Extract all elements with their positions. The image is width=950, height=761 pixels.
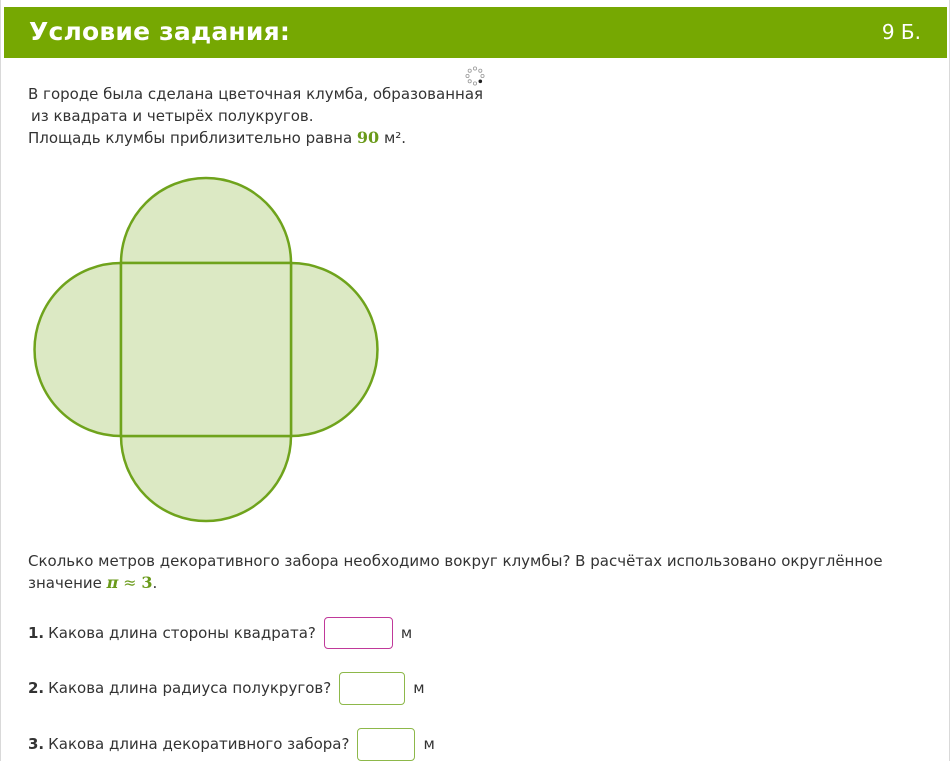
row-text: Какова длина декоративного забора? — [48, 735, 350, 753]
task-title: Условие задания: — [29, 17, 291, 46]
row-unit: м — [413, 679, 425, 697]
task-intro — [28, 84, 483, 150]
question-row-2 — [28, 671, 425, 705]
answer-input-side-length[interactable] — [324, 617, 393, 649]
task-header — [4, 7, 947, 58]
intro-line-1: В городе была сделана цветочная клумба, образованная — [28, 85, 484, 103]
row-unit: м — [423, 735, 435, 753]
row-text: Какова длина стороны квадрата? — [48, 624, 316, 642]
row-number: 3. — [28, 735, 45, 753]
pi-value: 3 — [141, 573, 153, 592]
area-prefix: Площадь клумбы приблизительно равна — [28, 129, 353, 147]
answer-input-radius[interactable] — [339, 672, 405, 705]
task-points: 9 Б. — [881, 20, 921, 44]
question-row-1 — [28, 616, 412, 650]
question-row-3 — [28, 727, 435, 761]
semicircle-top — [121, 178, 291, 263]
row-text: Какова длина радиуса полукругов? — [48, 679, 332, 697]
flowerbed-shape — [35, 178, 378, 521]
semicircle-right — [291, 263, 377, 436]
row-unit: м — [400, 624, 413, 642]
area-unit: м². — [383, 129, 407, 147]
semicircle-left — [35, 263, 121, 436]
intro-area-line — [28, 127, 483, 150]
approx-symbol: ≈ — [123, 573, 137, 592]
answer-input-fence-length[interactable] — [357, 728, 415, 761]
question-text: Сколько метров декоративного забора необходимо вокруг клумбы? В расчётах использовано округлённое значение — [28, 552, 883, 592]
area-value: 90 — [356, 128, 380, 147]
central-square — [121, 263, 291, 436]
main-question — [28, 550, 908, 594]
intro-line-2: из квадрата и четырёх полукругов. — [31, 106, 314, 125]
semicircle-bottom — [121, 436, 291, 521]
row-number: 1. — [28, 624, 45, 642]
row-number: 2. — [28, 679, 45, 697]
question-end: . — [152, 574, 158, 592]
pi-symbol: π — [106, 573, 119, 592]
flowerbed-figure — [31, 172, 381, 527]
